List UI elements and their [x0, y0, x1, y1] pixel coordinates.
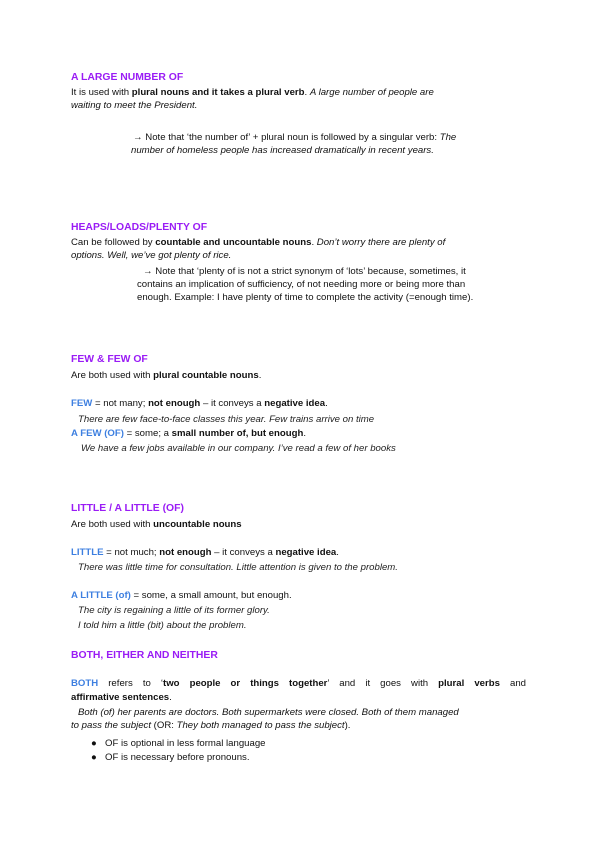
- heading-both-either-neither: BOTH, EITHER AND NEITHER: [71, 650, 218, 661]
- a-little-example-2: I told him a little (bit) about the problem.: [78, 620, 247, 631]
- heading-heaps-loads-plenty: HEAPS/LOADS/PLENTY OF: [71, 222, 208, 233]
- heading-little: LITTLE / A LITTLE (OF): [71, 503, 184, 514]
- a-little-definition: A LITTLE (of) = some, a small amount, but enough.: [71, 590, 292, 601]
- list-item: ● OF is necessary before pronouns.: [91, 752, 250, 763]
- list-item: ● OF is optional in less formal language: [91, 738, 266, 749]
- s1-note: → Note that ‘the number of’ + plural noun is followed by a singular verb: The number of homeless people has increased dramatically in recent years.: [131, 132, 457, 156]
- s2-note: → Note that ‘plenty of is not a strict synonym of ‘lots’ because, sometimes, it contains an implication of sufficiency, of not needing more or being more than enough. Example: I have plenty of time to complete the activity (=enough time).: [137, 266, 474, 303]
- s4-explanation: Are both used with uncountable nouns: [71, 519, 242, 530]
- s1-explanation: It is used with plural nouns and it takes a plural verb. A large number of people are waiting to meet the President.: [71, 87, 434, 111]
- little-term: LITTLE: [71, 547, 104, 558]
- little-example: There was little time for consultation. Little attention is given to the problem.: [78, 562, 398, 573]
- both-definition-line1: BOTH refers to ‘two people or things together’ and it goes with plural verbs and: [71, 678, 526, 689]
- little-definition: LITTLE = not much; not enough – it conveys a negative idea.: [71, 547, 339, 558]
- a-few-definition: A FEW (OF) = some; a small number of, but enough.: [71, 428, 306, 439]
- few-term: FEW: [71, 398, 93, 409]
- a-little-example-1: The city is regaining a little of its former glory.: [78, 605, 270, 616]
- few-example: There are few face-to-face classes this year. Few trains arrive on time: [78, 414, 375, 425]
- a-little-term: A LITTLE (of): [71, 590, 131, 601]
- both-definition-line2: affirmative sentences.: [71, 692, 172, 703]
- both-examples: Both (of) her parents are doctors. Both supermarkets were closed. Both of them managed to pass the subject (OR: They both managed to pass the subject).: [71, 707, 459, 731]
- few-definition: FEW = not many; not enough – it conveys a negative idea.: [71, 398, 328, 409]
- s2-explanation: Can be followed by countable and uncountable nouns. Don’t worry there are plenty of options. Well, we’ve got plenty of rice.: [71, 237, 446, 261]
- heading-few: FEW & FEW OF: [71, 354, 148, 365]
- a-few-term: A FEW (OF): [71, 428, 124, 439]
- s3-explanation: Are both used with plural countable nouns.: [71, 370, 262, 381]
- a-few-example: We have a few jobs available in our company. I’ve read a few of her books: [81, 443, 396, 454]
- both-bullet-list: [87, 737, 266, 765]
- heading-a-large-number-of: A LARGE NUMBER OF: [71, 72, 184, 83]
- both-term: BOTH: [71, 678, 99, 689]
